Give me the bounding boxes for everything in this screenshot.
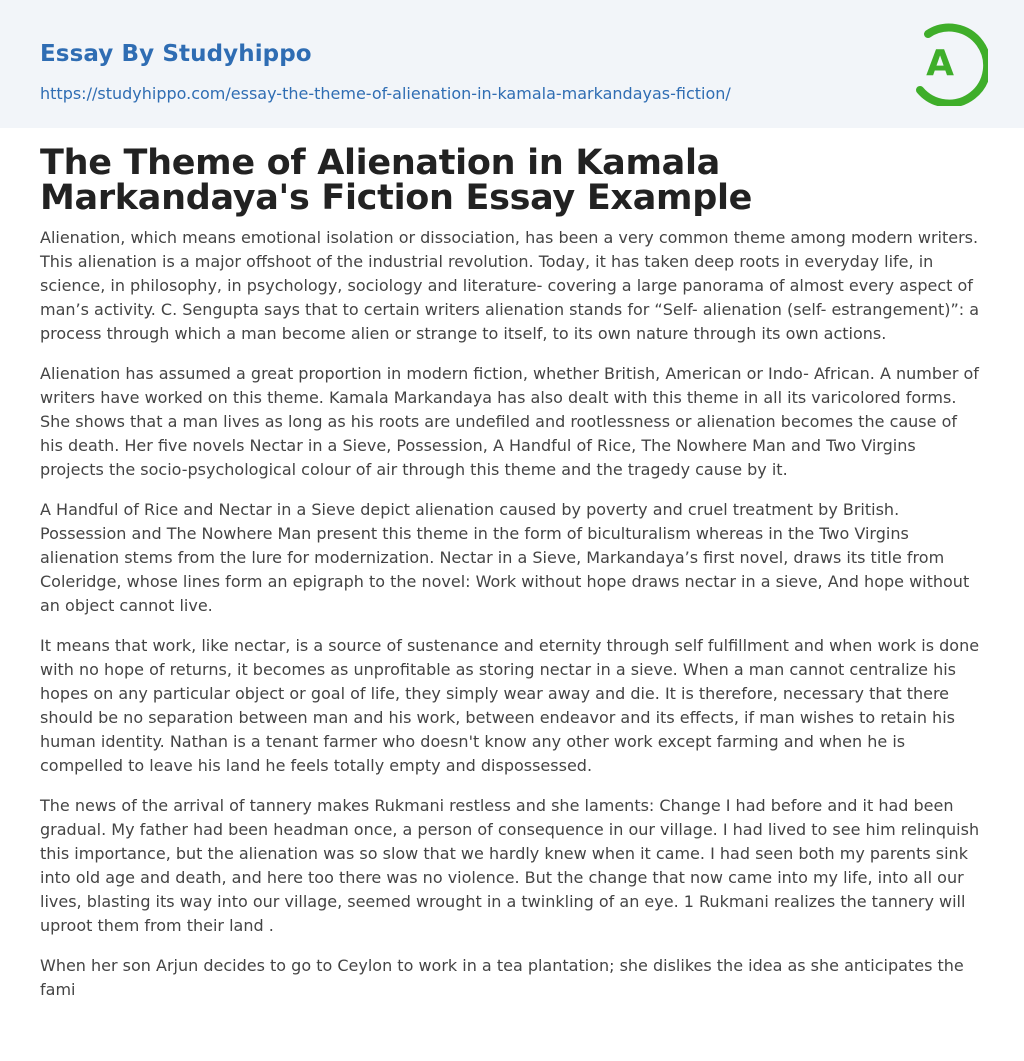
site-brand[interactable]: Essay By Studyhippo (40, 41, 312, 67)
article-paragraph-1: Alienation, which means emotional isolation or dissociation, has been a very common theme among modern writers. This alienation is a major offshoot of the industrial revolution. Today, it has taken deep roots in everyday life, in science, in philosophy, in psychology, sociology and literature- covering a large panorama of almost every aspect of man’s activity. C. Sengupta says that to certain writers alienation stands for “Self- alienation (self- estrangement)”: a process through which a man become alien or strange to itself, to its own nature through its own actions. (40, 228, 980, 343)
studyhippo-logo-icon[interactable] (908, 18, 988, 106)
article-paragraph-3: A Handful of Rice and Nectar in a Sieve depict alienation caused by poverty and cruel treatment by British. Possession and The Nowhere Man present this theme in the form of biculturalism whereas in the Two Virgins alienation stems from the lure for modernization. Nectar in a Sieve, Markandaya’s first novel, draws its title from Coleridge, whose lines form an epigraph to the novel: Work without hope draws nectar in a sieve, And hope without an object cannot live. (40, 500, 970, 615)
logo-letter: A (926, 43, 954, 84)
logo-ring-icon (908, 18, 988, 106)
article-paragraph-2: Alienation has assumed a great proportion in modern fiction, whether British, American or Indo- African. A number of writers have worked on this theme. Kamala Markandaya has also dealt with this theme in all its varicolored forms. She shows that a man lives as long as his roots are undefiled and rootlessness or alienation becomes the cause of his death. Her five novels Nectar in a Sieve, Possession, A Handful of Rice, The Nowhere Man and Two Virgins projects the socio-psychological colour of air through this theme and the tragedy cause by it. (40, 364, 979, 479)
article (0, 143, 1024, 1002)
article-paragraph-5: The news of the arrival of tannery makes Rukmani restless and she laments: Change I had before and it had been gradual. My father had been headman once, a person of consequence in our village. I had lived to see him relinquish this importance, but the alienation was so slow that we hardly knew when it came. I had seen both my parents sink into old age and death, and here too there was no violence. But the change that now came into my life, into all our lives, blasting its way into our village, seemed wrought in a twinkling of an eye. 1 Rukmani realizes the tannery will uproot them from their land . (40, 796, 980, 935)
article-paragraph-4: It means that work, like nectar, is a source of sustenance and eternity through self fulfillment and when work is done with no hope of returns, it becomes as unprofitable as storing nectar in a sieve. When a man cannot centralize his hopes on any particular object or goal of life, they simply wear away and die. It is therefore, necessary that there should be no separation between man and his work, between endeavor and its effects, if man wishes to retain his human identity. Nathan is a tenant farmer who doesn't know any other work except farming and when he is compelled to leave his land he feels totally empty and dispossessed. (40, 636, 980, 775)
site-header (0, 0, 1024, 128)
page-url-link[interactable]: https://studyhippo.com/essay-the-theme-of-alienation-in-kamala-markandayas-fiction/ (40, 84, 731, 103)
article-paragraph-6: When her son Arjun decides to go to Ceylon to work in a tea plantation; she dislikes the idea as she anticipates the fami (40, 956, 964, 999)
article-title: The Theme of Alienation in Kamala Markandaya's Fiction Essay Example (40, 143, 753, 218)
